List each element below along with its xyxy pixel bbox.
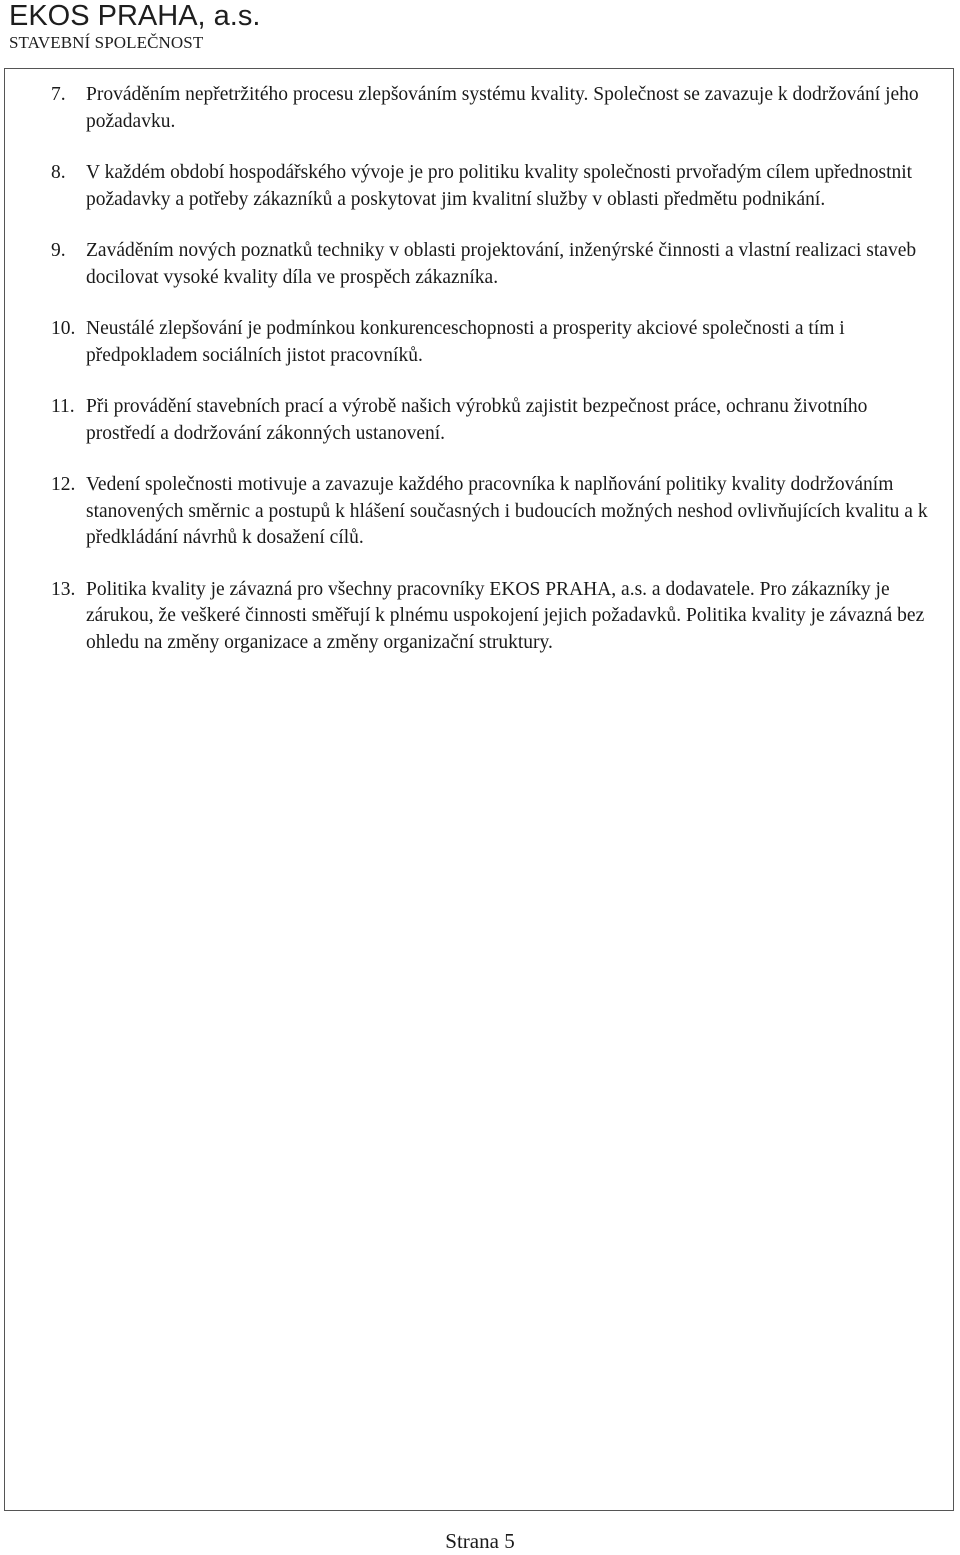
policy-list (5, 82, 953, 681)
list-item-text: V každém období hospodářského vývoje je pro politiku kvality společnosti prvořadým cílem upřednostnit požadavky a potřeby zákazníků a poskytovat jim kvalitní služby v oblasti předmětu podnikání. (86, 162, 913, 210)
list-item-number: 12. (51, 474, 76, 495)
list-item-text: Zaváděním nových poznatků techniky v oblasti projektování, inženýrské činnosti a vlastní realizaci staveb docilovat vysoké kvality díla ve prospěch zákazníka. (86, 240, 917, 288)
list-item-number: 13. (51, 578, 76, 600)
document-header (9, 0, 260, 53)
list-item (5, 394, 953, 447)
company-subtitle: STAVEBNÍ SPOLEČNOST (9, 33, 204, 52)
list-item (5, 82, 953, 135)
list-item-number: 7. (51, 84, 66, 105)
list-item-text: Při provádění stavebních prací a výrobě našich výrobků zajistit bezpečnost práce, ochranu životního prostředí a dodržování zákonných ustanovení. (86, 396, 868, 444)
list-item-number: 10. (51, 318, 76, 339)
list-item-text: Prováděním nepřetržitého procesu zlepšováním systému kvality. Společnost se zavazuje k dodržování jeho požadavku. (86, 84, 919, 132)
page-footer (0, 1529, 960, 1553)
list-item (5, 316, 953, 369)
list-item (5, 238, 953, 291)
content-frame (4, 68, 954, 1511)
list-item (5, 577, 953, 657)
list-item-number: 8. (51, 162, 66, 183)
list-item-number: 11. (51, 396, 75, 417)
company-name: EKOS PRAHA, a.s. (9, 0, 261, 32)
page-number: Strana 5 (445, 1529, 515, 1553)
list-item-text: Vedení společnosti motivuje a zavazuje každého pracovníka k naplňování politiky kvality dodržováním stanovených směrnic a postupů k hlášení současných i budoucích možných neshod ovlivňujících kvalitu a k předkládání návrhů k dosažení cílů. (86, 474, 928, 548)
list-item-number: 9. (51, 240, 66, 261)
list-item-text: Politika kvality je závazná pro všechny pracovníky EKOS PRAHA, a.s. a dodavatele. Pro zákazníky je zárukou, že veškeré činnosti směřují k plnému uspokojení jejich požadavků. Politika kvality je závazná bez ohledu na změny organizace a změny organizační struktury. (86, 578, 925, 653)
list-item-text: Neustálé zlepšování je podmínkou konkurenceschopnosti a prosperity akciové společnosti a tím i předpokladem sociálních jistot pracovníků. (86, 318, 845, 366)
list-item (5, 472, 953, 552)
list-item (5, 160, 953, 213)
